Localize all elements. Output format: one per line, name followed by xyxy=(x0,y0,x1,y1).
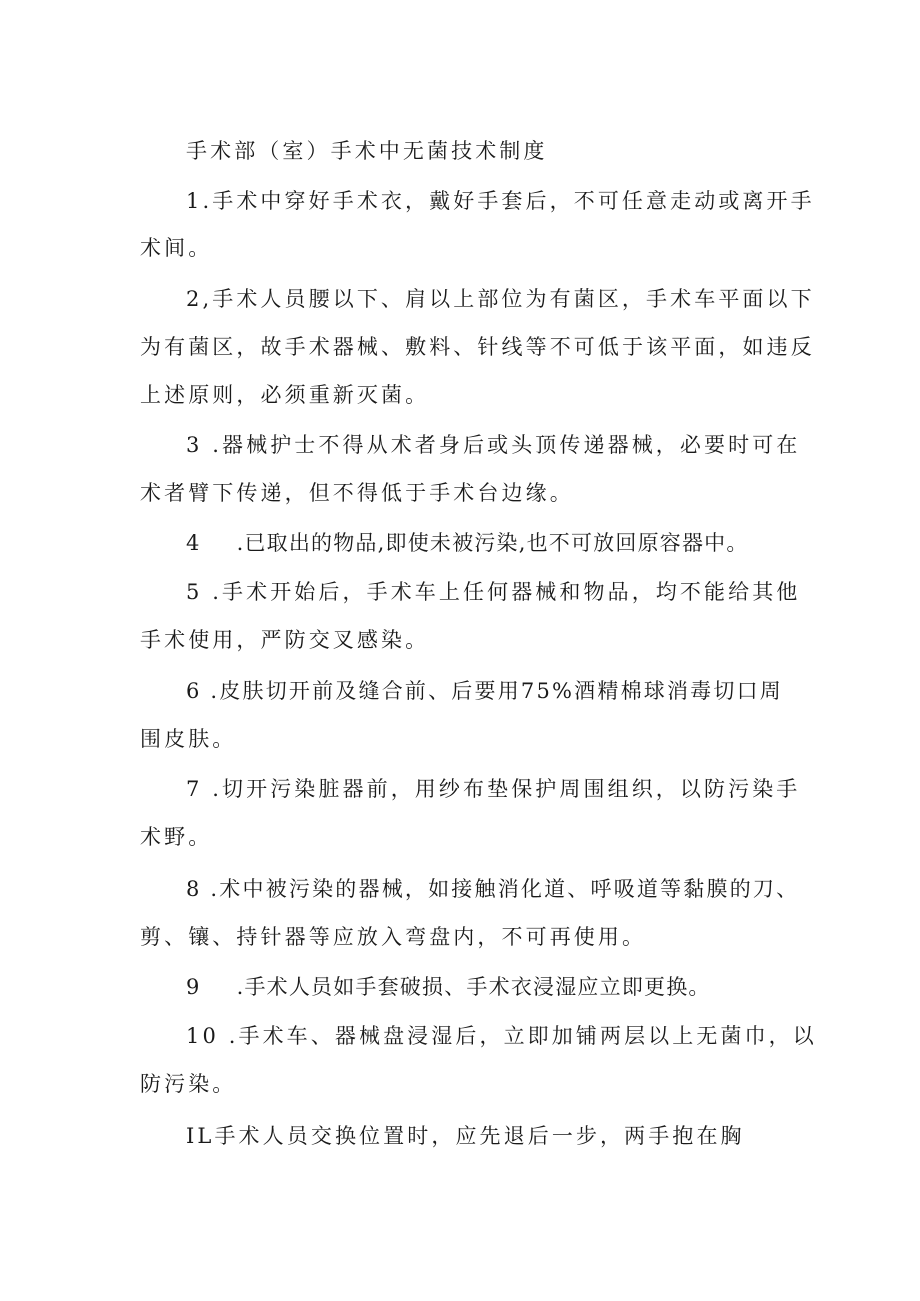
document-title: 手术部（室）手术中无菌技术制度 xyxy=(186,139,548,163)
paragraph-3-line-1: 3 .器械护士不得从术者身后或头顶传递器械，必要时可在 xyxy=(186,433,801,457)
paragraph-2-line-1: 2,手术人员腰以下、肩以上部位为有菌区，手术车平面以下 xyxy=(186,287,815,311)
paragraph-3-line-2: 术者臂下传递，但不得低于手术台边缘。 xyxy=(140,481,574,505)
paragraph-10-line-2: 防污染。 xyxy=(140,1072,237,1096)
paragraph-7-line-1: 7 .切开污染脏器前，用纱布垫保护周围组织，以防污染手 xyxy=(186,777,801,801)
paragraph-5-line-2: 手术使用，严防交叉感染。 xyxy=(140,628,430,652)
paragraph-1-line-1: 1.手术中穿好手术衣，戴好手套后，不可任意走动或离开手 xyxy=(186,189,815,213)
paragraph-7-line-2: 术野。 xyxy=(140,825,213,849)
paragraph-9 xyxy=(186,972,711,1002)
paragraph-5-line-1: 5 .手术开始后，手术车上任何器械和物品，均不能给其他 xyxy=(186,580,801,604)
paragraph-2-line-2: 为有菌区，故手术器械、敷料、针线等不可低于该平面，如违反 xyxy=(140,335,815,359)
paragraph-1-line-2: 术间。 xyxy=(140,236,213,260)
paragraph-6-line-1: 6 .皮肤切开前及缝合前、后要用75%酒精棉球消毒切口周 xyxy=(186,679,783,703)
paragraph-4-number: 4 xyxy=(186,531,201,555)
paragraph-11-line-1: IL手术人员交换位置时，应先退后一步，两手抱在胸 xyxy=(186,1124,745,1148)
paragraph-6-line-2: 围皮肤。 xyxy=(140,727,237,751)
paragraph-10-line-1: 10 .手术车、器械盘浸湿后，立即加铺两层以上无菌巾，以 xyxy=(186,1024,817,1048)
paragraph-8-line-2: 剪、镶、持针器等应放入弯盘内，不可再使用。 xyxy=(140,925,647,949)
paragraph-8-line-1: 8 .术中被污染的器械，如接触消化道、呼吸道等黏膜的刀、 xyxy=(186,877,800,901)
paragraph-4 xyxy=(186,528,749,558)
paragraph-9-text: .手术人员如手套破损、手术衣浸湿应立即更换。 xyxy=(236,975,711,999)
paragraph-4-text: .已取出的物品,即使未被污染,也不可放回原容器中。 xyxy=(236,531,749,555)
paragraph-9-number: 9 xyxy=(186,975,201,999)
paragraph-2-line-3: 上述原则，必须重新灭菌。 xyxy=(140,383,430,407)
